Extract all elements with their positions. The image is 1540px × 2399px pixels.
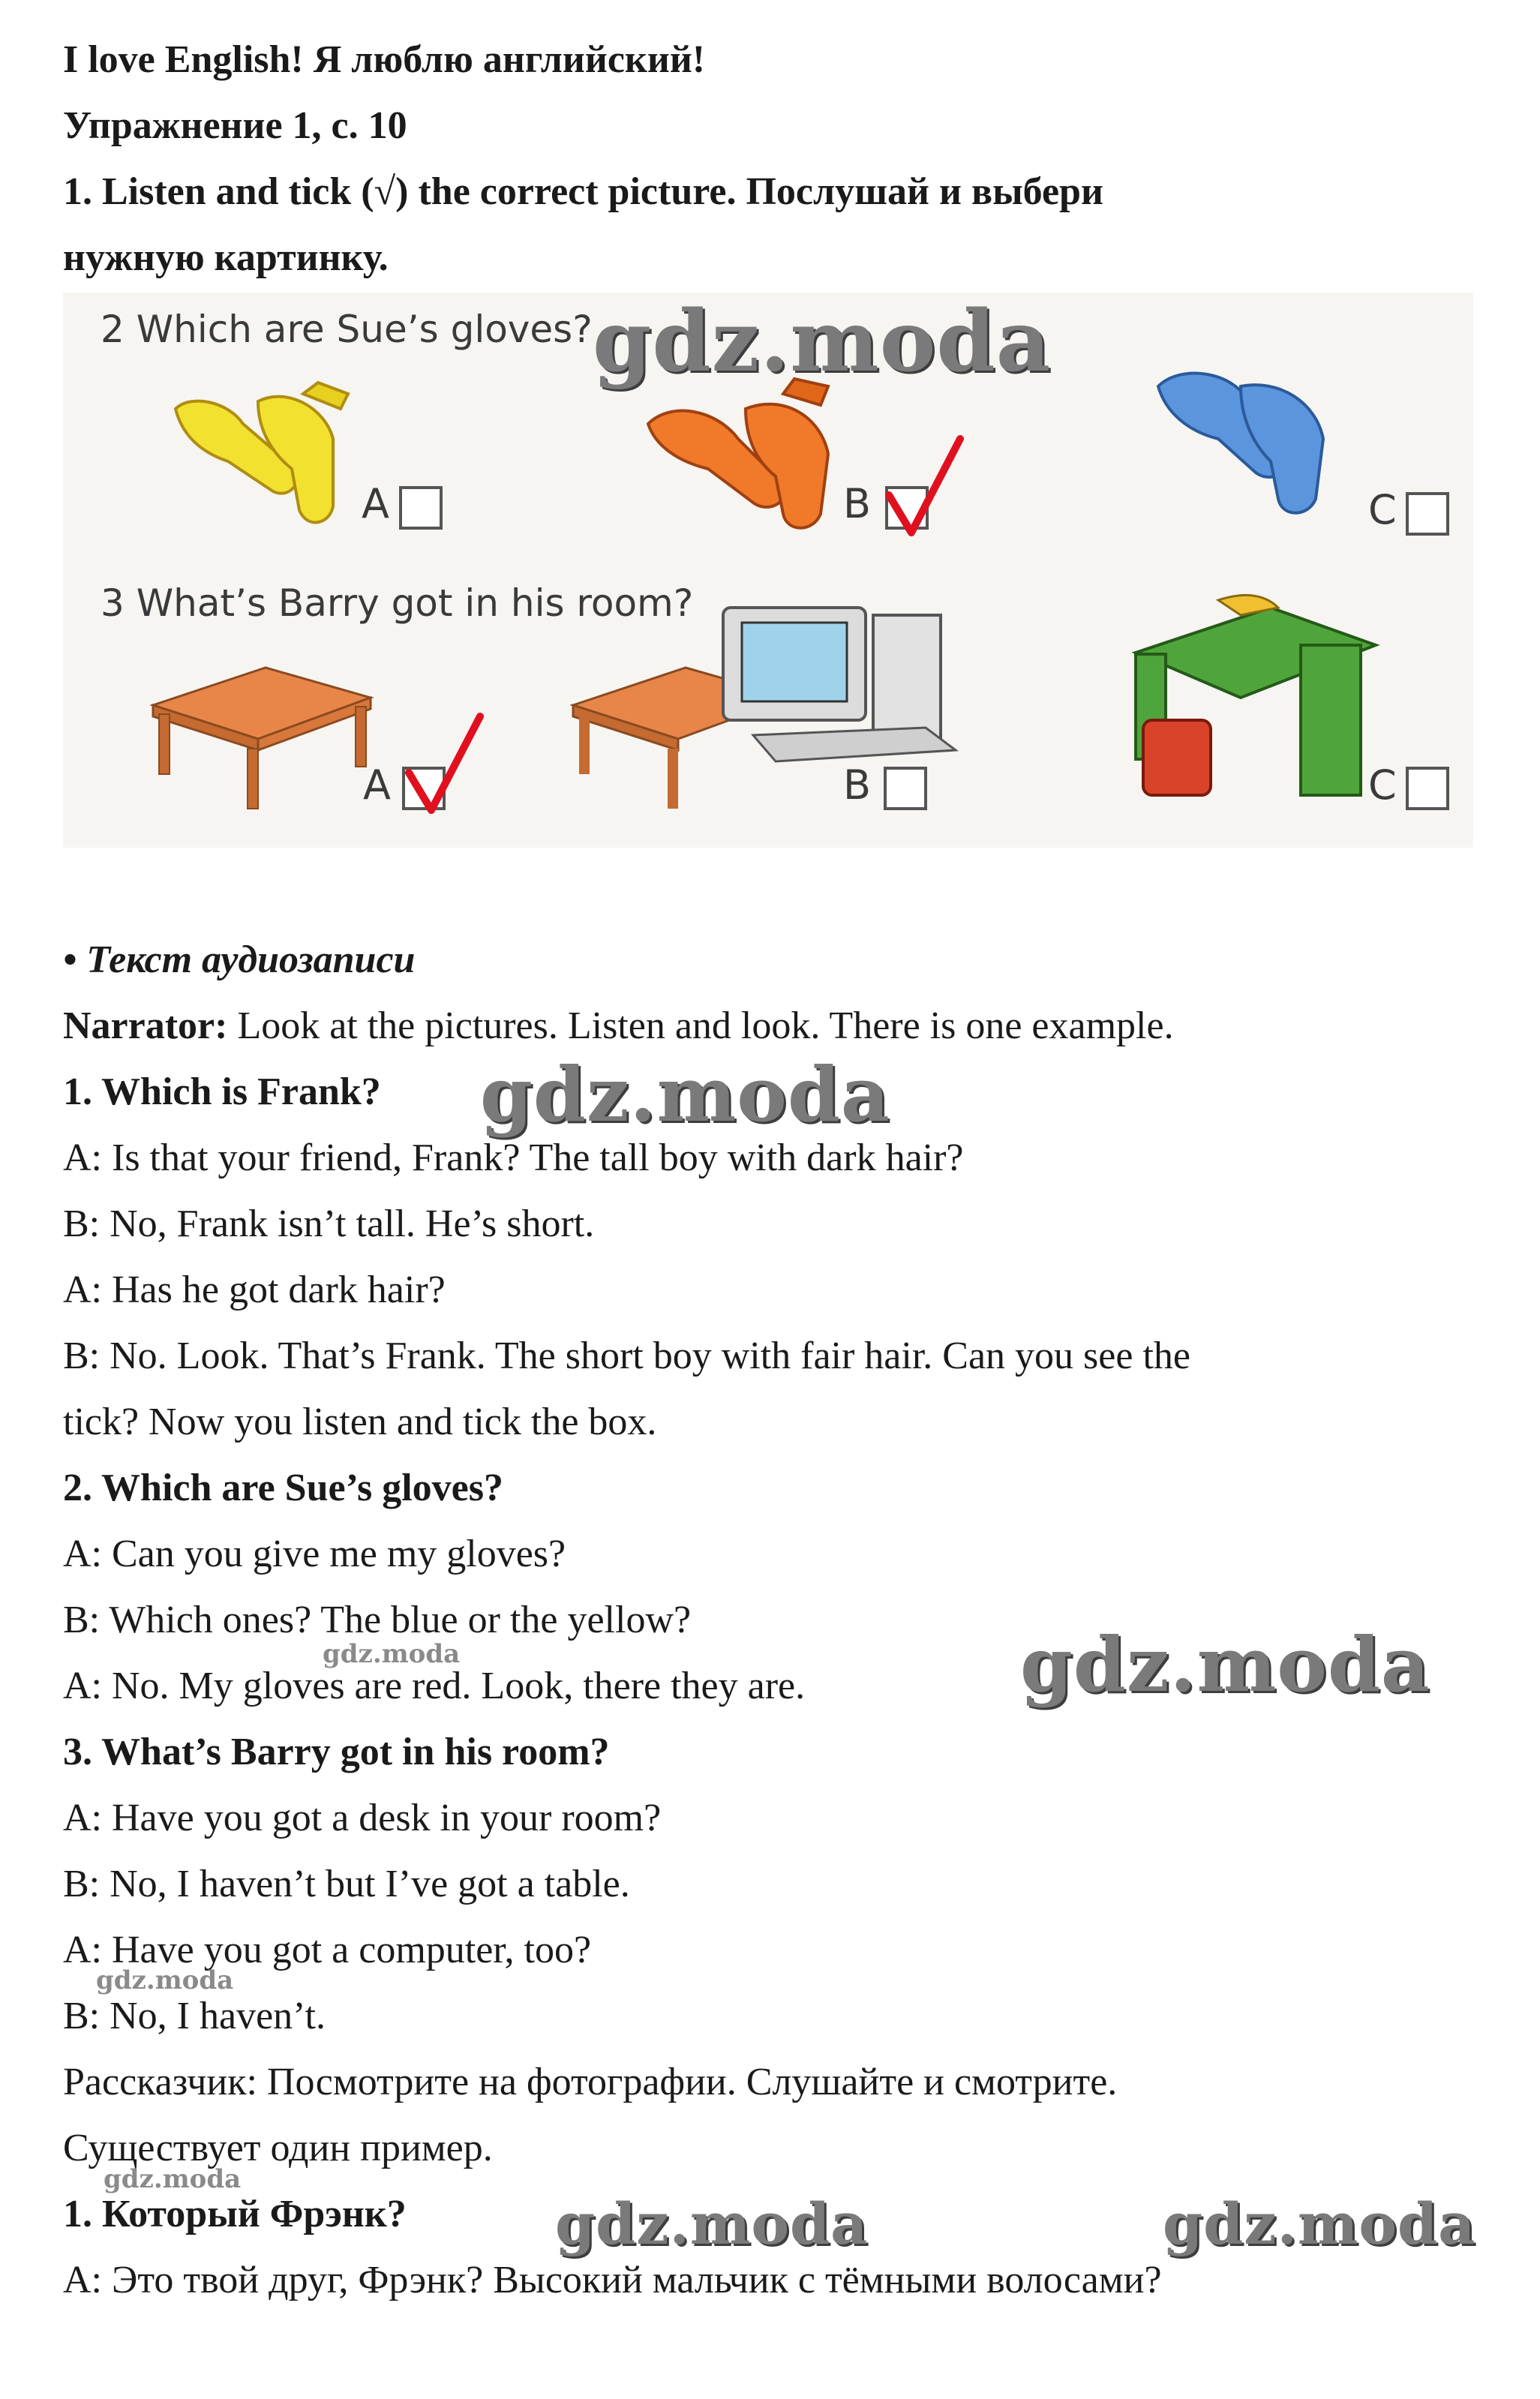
narrator-line — [63, 1004, 1174, 1049]
watermark: gdz.moda — [593, 293, 1052, 391]
watermark-small: gdz.moda — [96, 1965, 234, 1995]
watermark: gdz.moda — [1163, 2190, 1476, 2257]
tick-mark-icon — [878, 435, 975, 540]
watermark: gdz.moda — [555, 2190, 869, 2257]
desk-with-bag-image — [1128, 593, 1383, 803]
dialogue-line: B: No, I haven’t. — [63, 1995, 326, 2037]
q2-option-a-checkbox[interactable] — [399, 486, 443, 530]
q2-option-b-label: B — [843, 480, 872, 527]
dialogue-line: B: No. Look. That’s Frank. The short boy with fair hair. Can you see the — [63, 1335, 1190, 1377]
watermark-small: gdz.moda — [104, 2164, 242, 2194]
q2-option-a-label: A — [362, 480, 389, 527]
q3-option-b-label: B — [843, 761, 872, 809]
blue-gloves-image — [1143, 356, 1353, 536]
question-heading-ru: 1. Который Фрэнк? — [63, 2193, 407, 2235]
question-heading: 2. Which are Sue’s gloves? — [63, 1467, 503, 1509]
narrator-ru-line-cont: Существует один пример. — [63, 2127, 493, 2169]
question-3-label: 3 What’s Barry got in his room? — [101, 581, 694, 625]
task-instruction-cont: нужную картинку. — [63, 236, 389, 279]
q3-option-b-checkbox[interactable] — [884, 767, 927, 810]
dialogue-line: B: No, Frank isn’t tall. He’s short. — [63, 1203, 595, 1245]
dialogue-line: A: Have you got a desk in your room? — [63, 1797, 662, 1839]
page-title: I love English! Я люблю английский! — [63, 38, 706, 81]
yellow-gloves-image — [146, 379, 371, 544]
narrator-ru-line: Рассказчик: Посмотрите на фотографии. Слушайте и смотрите. — [63, 2061, 1118, 2103]
dialogue-line-ru: A: Это твой друг, Фрэнк? Высокий мальчик с тёмными волосами? — [63, 2259, 1162, 2301]
dialogue-line: B: Which ones? The blue or the yellow? — [63, 1599, 692, 1641]
question-heading: 3. What’s Barry got in his room? — [63, 1731, 610, 1773]
watermark-small: gdz.moda — [323, 1639, 461, 1669]
dialogue-line: tick? Now you listen and tick the box. — [63, 1401, 657, 1443]
dialogue-line: A: Is that your friend, Frank? The tall boy with dark hair? — [63, 1136, 964, 1179]
dialogue-line: A: No. My gloves are red. Look, there they are. — [63, 1665, 806, 1707]
watermark: gdz.moda — [480, 1050, 890, 1139]
question-heading: 1. Which is Frank? — [63, 1070, 381, 1113]
dialogue-line: A: Has he got dark hair? — [63, 1269, 446, 1311]
q2-option-c-label: C — [1368, 486, 1397, 533]
q3-option-c-label: C — [1368, 761, 1397, 809]
red-gloves-image — [633, 379, 858, 551]
transcript-heading: • Текст аудиозаписи — [63, 938, 416, 981]
q2-option-c-checkbox[interactable] — [1406, 492, 1449, 536]
dialogue-line: A: Have you got a computer, too? — [63, 1929, 592, 1971]
dialogue-line: B: No, I haven’t but I’ve got a table. — [63, 1863, 630, 1905]
dialogue-line: A: Can you give me my gloves? — [63, 1533, 566, 1575]
task-instruction: 1. Listen and tick (√) the correct picture. Послушай и выбери — [63, 170, 1103, 213]
tick-mark-icon — [398, 713, 495, 818]
q3-option-a-label: A — [363, 761, 391, 809]
watermark: gdz.moda — [1020, 1620, 1430, 1709]
narrator-text: Look at the pictures. Listen and look. There is one example. — [227, 1004, 1174, 1047]
exercise-number: Упражнение 1, с. 10 — [63, 104, 407, 147]
table-image — [153, 668, 371, 810]
narrator-label: Narrator: — [63, 1004, 228, 1047]
question-2-label: 2 Which are Sue’s gloves? — [101, 308, 593, 351]
q3-option-c-checkbox[interactable] — [1406, 767, 1449, 810]
table-with-computer-image — [573, 593, 993, 818]
